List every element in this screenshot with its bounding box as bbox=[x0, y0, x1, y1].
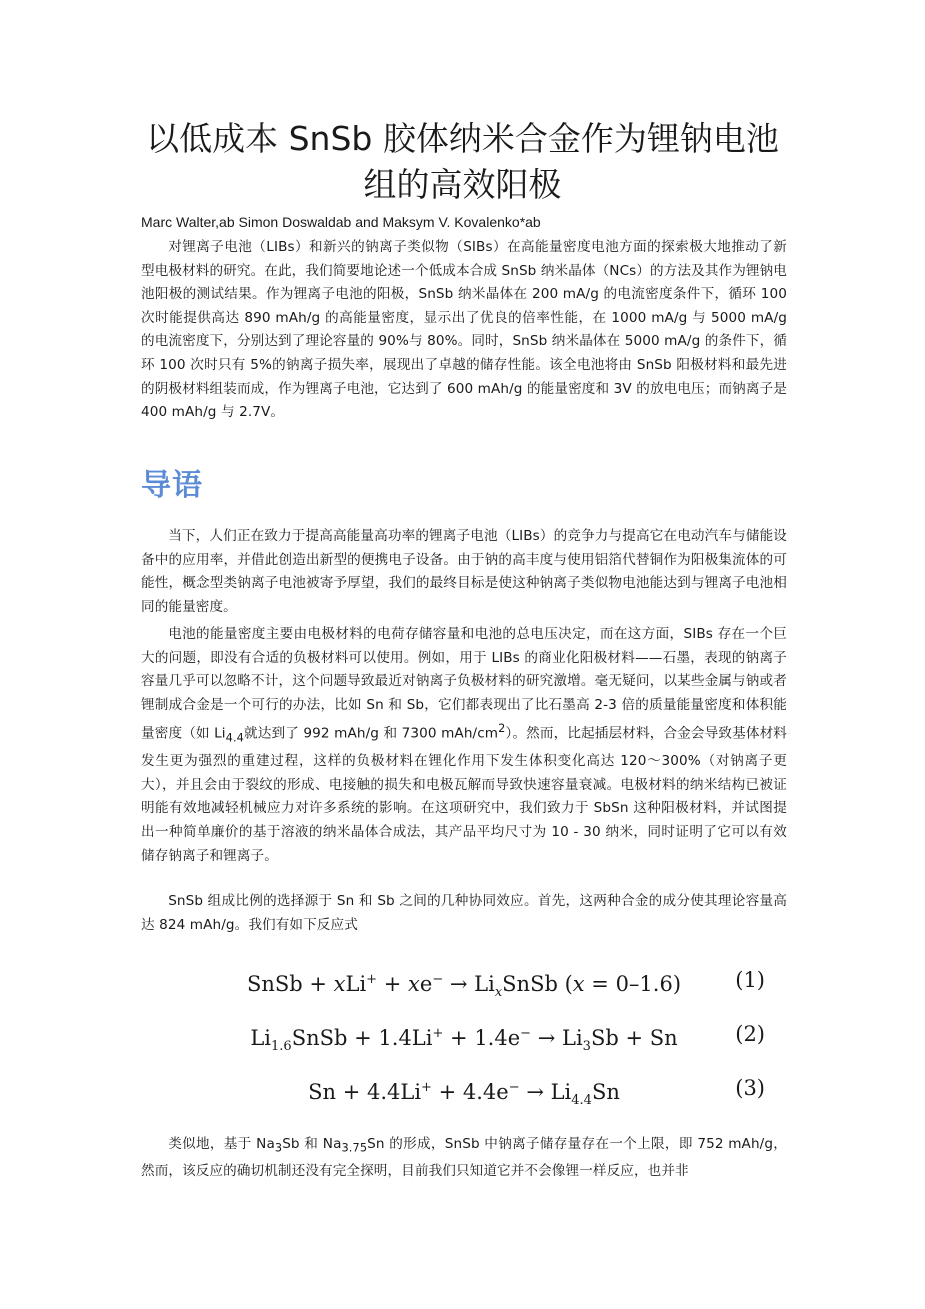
equation-number: (1) bbox=[735, 968, 765, 992]
subscript: 3 bbox=[274, 1140, 283, 1155]
text-run: 电池的能量密度主要由电极材料的电荷存储容量和电池的总电压决定，而在这方面，SIBs 存在一个巨大的问题，即没有合适的负极材料可以使用。例如，用于 LIBs 的商业化阳极材料——石墨，表现的钠离子容量几乎可以忽略不计，这个问题导致最近对钠离子负极材料的研究激增。毫无疑问，以某些金属与钠或者锂制成合金是一个可行的办法，比如 Sn 和 Sb，它们都表现出了比石墨高 2-3 倍的质量能量密度和体积能量密度（如 Li bbox=[141, 626, 787, 742]
body-paragraph-continuation bbox=[141, 1133, 787, 1184]
equation-body: SnSb + $xLi^+ + xe^- \to Li_xSnSb$ (x = 0–1.6) bbox=[246, 972, 682, 1001]
equation-body: $Li_{1.6}SnSb + 1.4Li^+ + 1.4e^- \to Li_3Sb + Sn$ bbox=[250, 1026, 678, 1055]
equation-2 bbox=[141, 1016, 787, 1055]
section-heading-introduction: 导语 bbox=[141, 468, 203, 503]
text-run: 类似地，基于 Na bbox=[168, 1136, 275, 1152]
title-line-1: 以低成本 SnSb 胶体纳米合金作为锂钠电池 bbox=[146, 119, 779, 158]
text-run: 就达到了 992 mAh/g 和 7300 mAh/cm bbox=[244, 725, 499, 742]
equation-1 bbox=[141, 962, 787, 1001]
equation-number: (3) bbox=[735, 1076, 765, 1100]
intro-paragraph-3: SnSb 组成比例的选择源于 Sn 和 Sb 之间的几种协同效应。首先，这两种合金的成分使其理论容量高达 824 mAh/g。我们有如下反应式 bbox=[141, 893, 787, 933]
equation-body: $Sn + 4.4Li^+ + 4.4e^- \to Li_{4.4}Sn$ bbox=[308, 1080, 620, 1109]
superscript: 2 bbox=[498, 721, 506, 736]
subscript: 3.75 bbox=[341, 1140, 368, 1155]
title-line-2: 组的高效阳极 bbox=[363, 165, 562, 204]
author-list: Marc Walter,ab Simon Doswaldab and Maksym V. Kovalenko*ab bbox=[141, 214, 541, 230]
subscript: 4.4 bbox=[225, 730, 244, 745]
intro-paragraph-1: 当下，人们正在致力于提高高能量高功率的锂离子电池（LIBs）的竞争力与提高它在电动汽车与储能设备中的应用率，并借此创造出新型的便携电子设备。由于钠的高丰度与使用铝箔代替铜作为阳极集流体的可能性，概念型类钠离子电池被寄予厚望，我们的最终目标是使这种钠离子类似物电池能达到与锂离子电池相同的能量密度。 bbox=[141, 528, 787, 615]
text-run: Sb 和 Na bbox=[282, 1136, 342, 1152]
equation-3 bbox=[141, 1070, 787, 1109]
text-run: Sn 的形成，SnSb 中钠离子储存量存在一个上限，即 752 mAh/g，然而，该反应的确切机制还没有完全探明，目前我们只知道它并不会像锂一样反应，也并非 bbox=[141, 1136, 787, 1180]
abstract-paragraph: 对锂离子电池（LIBs）和新兴的钠离子类似物（SIBs）在高能量密度电池方面的探索极大地推动了新型电极材料的研究。在此，我们简要地论述一个低成本合成 SnSb 纳米晶体（NCs）的方法及其作为锂钠电池阳极的测试结果。作为锂离子电池的阳极，SnSb 纳米晶体在 200 mA/g 的电流密度条件下，循环 100 次时能提供高达 890 mAh/g 的高能量密度，显示出了优良的倍率性能，在 1000 mA/g 与 5000 mA/g 的电流密度下，分别达到了理论容量的 90%与 80%。同时，SnSb 纳米晶体在 5000 mA/g 的条件下，循环 100 次时只有 5%的钠离子损失率，展现出了卓越的储存性能。该全电池将由 SnSb 阳极材料和最先进的阴极材料组装而成，作为锂离子电池，它达到了 600 mAh/g 的能量密度和 3V 的放电电压；而钠离子是 400 mAh/g 与 2.7V。 bbox=[141, 239, 787, 421]
text-run: ）。然而，比起插层材料，合金会导致基体材料发生更为强烈的重建过程，这样的负极材料在锂化作用下发生体积变化高达 120～300%（对钠离子更大），并且会由于裂纹的形成、电接触的损失和电极瓦解而导致快速容量衰减。电极材料的纳米结构已被证明能有效地减轻机械应力对许多系统的影响。在这项研究中，我们致力于 SbSn 这种阳极材料，并试图提出一种简单廉价的基于溶液的纳米晶体合成法，其产品平均尺寸为 10 - 30 纳米，同时证明了它可以有效储存钠离子和锂离子。 bbox=[141, 725, 787, 864]
intro-paragraph-2 bbox=[141, 623, 787, 868]
paper-title bbox=[100, 116, 825, 208]
equation-number: (2) bbox=[735, 1022, 765, 1046]
